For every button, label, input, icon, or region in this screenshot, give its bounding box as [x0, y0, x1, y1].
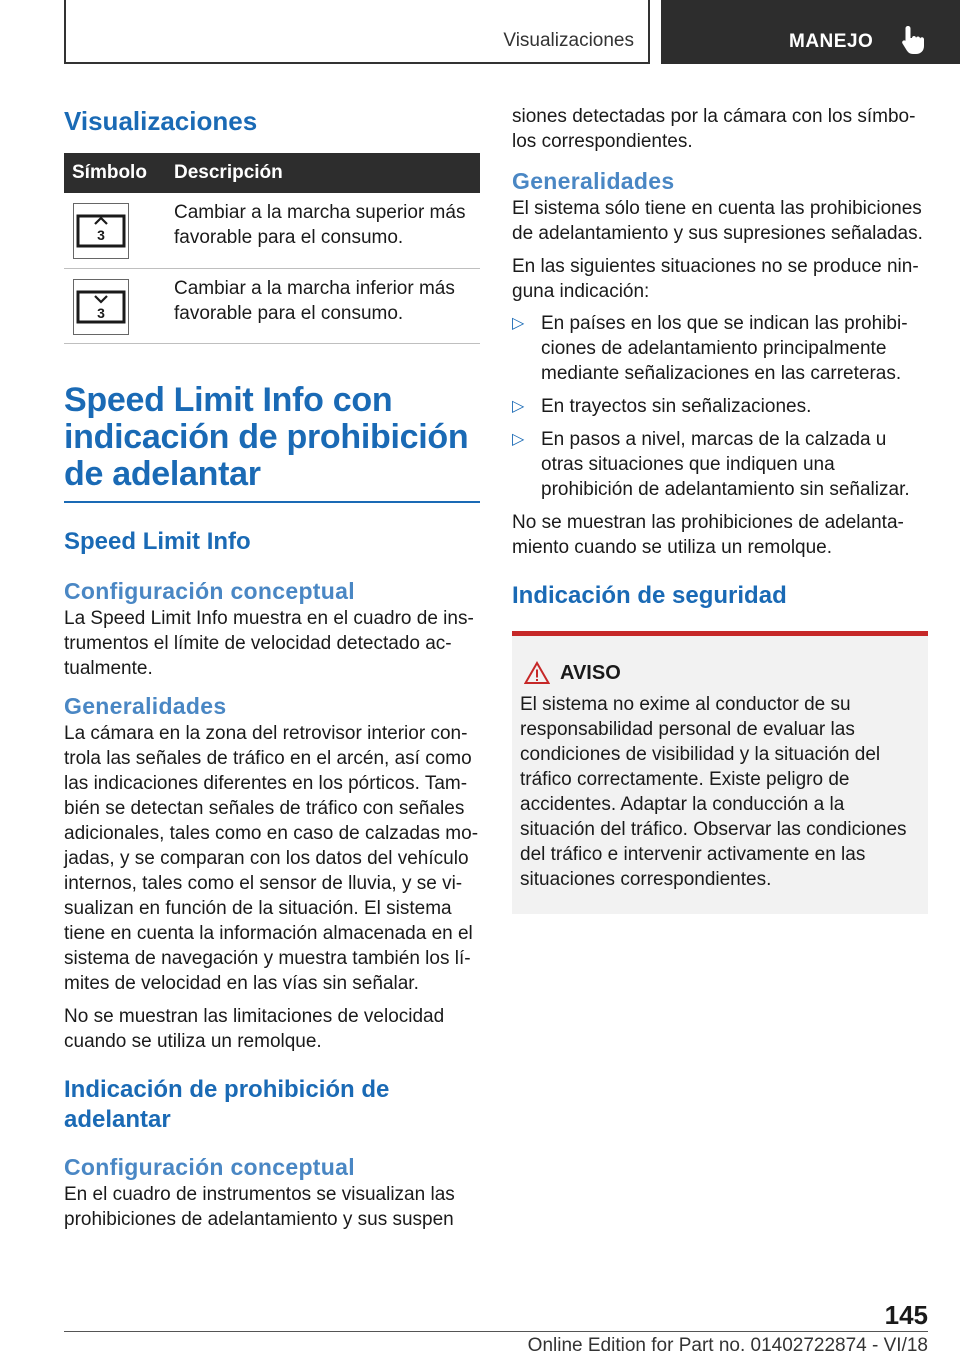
list-item-text: En pasos a nivel, marcas de la calzada u otras situaciones que indiquen una prohibición de adelantamiento sin señalizar. [541, 429, 910, 500]
table-header-symbol: Símbolo [64, 153, 166, 193]
list-item [512, 427, 928, 502]
right-column [512, 100, 928, 914]
footer-edition: Online Edition for Part no. 01402722874 - VI/18 [527, 1335, 928, 1356]
heading-configuracion-1: Configuración conceptual [64, 577, 355, 604]
list-item-text: En trayectos sin señalizaciones. [541, 396, 812, 417]
footer-rule [64, 1331, 928, 1332]
paragraph-generalidades-1: La cámara en la zona del retrovisor interior controla las señales de tráfico en el arcén, así como las indicaciones diferentes en los pórticos. También se detectan señales de tráfico con señales adicionales, tales como en caso de calzadas mojadas, y se comparan con los datos del vehículo internos, tales como el sensor de lluvia, y se visualizan en función de la situación. El sistema tiene en cuenta la información almacenada en el sistema de navegación y muestra también los límites de velocidad en las vías sin señalar. [64, 722, 479, 994]
header-left-rule [64, 0, 66, 64]
warning-title [520, 660, 920, 686]
paragraph-generalidades-2a: El sistema sólo tiene en cuenta las prohibiciones de adelantamiento y sus supresiones señaladas. [512, 198, 923, 244]
paragraph-configuracion-1: La Speed Limit Info muestra en el cuadro de instrumentos el límite de velocidad detectado actualmente. [64, 607, 474, 679]
row-description: Cambiar a la marcha superior más favorable para el consumo. [166, 193, 480, 268]
paragraph-generalidades-2b: En las siguientes situaciones no se produce ninguna indicación: [512, 256, 919, 302]
table-header-description: Descripción [166, 153, 480, 193]
paragraph-configuracion-2: En el cuadro de instrumentos se visualizan las prohibiciones de adelantamiento y sus suspen [64, 1183, 455, 1230]
triangle-bullet-icon: ▷ [512, 315, 525, 332]
heading-speed-limit-info: Speed Limit Info [64, 527, 251, 555]
heading-rule [64, 501, 480, 503]
heading-visualizaciones: Visualizaciones [64, 106, 258, 136]
warning-box [512, 631, 928, 914]
triangle-bullet-icon: ▷ [512, 431, 525, 448]
list-item [512, 394, 928, 419]
row-description: Cambiar a la marcha inferior más favorable para el consumo. [166, 268, 480, 343]
chapter-label: MANEJO [789, 31, 874, 52]
heading-prohibicion: Indicación de prohibición de adelantar [64, 1075, 390, 1133]
header-chapter-tab [661, 0, 960, 64]
heading-seguridad: Indicación de seguridad [512, 582, 787, 609]
svg-text:3: 3 [97, 227, 105, 243]
triangle-bullet-icon: ▷ [512, 398, 525, 415]
warning-triangle-icon [524, 661, 550, 685]
hand-pointer-icon [899, 24, 929, 56]
warning-text: El sistema no exime al conductor de su responsabilidad personal de evaluar las condiciones de visibilidad y la situación del tráfico correctamente. Existe peligro de accidentes. Adaptar la conducción a la situación del tráfico. Observar las condiciones del tráfico e intervenir activamente en las situaciones correspondientes. [520, 694, 907, 890]
symbol-table [64, 153, 480, 344]
heading-generalidades-1: Generalidades [64, 692, 227, 719]
paragraph-generalidades-2c: No se muestran las prohibiciones de adelantamiento cuando se utiliza un remolque. [512, 512, 904, 558]
gear-up-indicator-icon [73, 203, 129, 259]
page-number: 145 [884, 1300, 928, 1330]
header-section-title: Visualizaciones [503, 30, 634, 51]
list-item [512, 311, 928, 386]
left-column [64, 100, 480, 1232]
heading-speed-limit-info-main: Speed Limit Info con indicación de prohibición de adelantar [64, 380, 469, 493]
paragraph-continuation: siones detectadas por la cámara con los símbolos correspondientes. [512, 106, 916, 152]
svg-text:3: 3 [97, 304, 105, 321]
header-bottom-rule [64, 62, 650, 64]
warning-title-text: AVISO [560, 662, 621, 684]
heading-generalidades-2: Generalidades [512, 168, 675, 194]
table-row [64, 268, 480, 343]
bullet-list [512, 311, 928, 502]
header-right-rule [648, 0, 650, 64]
table-row [64, 193, 480, 268]
gear-down-indicator-icon [73, 279, 129, 335]
list-item-text: En países en los que se indican las prohibiciones de adelantamiento principalmente mediante señalizaciones en las carreteras. [541, 313, 908, 384]
heading-configuracion-2: Configuración conceptual [64, 1153, 355, 1180]
paragraph-generalidades-1b: No se muestran las limitaciones de velocidad cuando se utiliza un remolque. [64, 1005, 445, 1052]
